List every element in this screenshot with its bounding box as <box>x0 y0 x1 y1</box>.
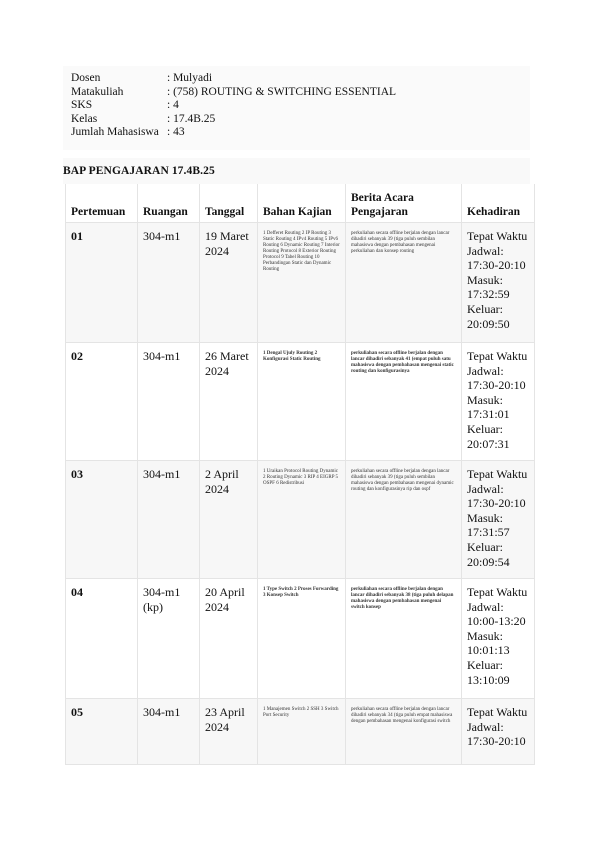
cell-berita-acara: perkuliahan secara offline berjalan dengan lancar dihadiri sebanyak 34 (tiga puluh empat mahasiswa dengan pembahasan mengenai konfigurasi switch <box>346 699 462 765</box>
cell-tanggal: 2 April 2024 <box>200 461 258 579</box>
cell-berita-acara: perkuliahan secara offline berjalan dengan lancar dihadiri sebanyak 41 (empat puluh satu mahasiswa dengan pembahasan mengenai static routing dan konfigurasinya <box>346 343 462 461</box>
cell-tanggal: 19 Maret 2024 <box>200 223 258 343</box>
cell-tanggal: 23 April 2024 <box>200 699 258 765</box>
info-label: SKS <box>71 99 93 112</box>
header-pertemuan: Pertemuan <box>66 184 138 223</box>
info-label: Kelas <box>71 112 98 125</box>
table-row <box>66 461 535 579</box>
cell-bahan-kajian: 1 Manajemen Switch 2 SSH 3 Switch Port Security <box>258 699 346 765</box>
cell-bahan-kajian: 1 Dengal Ujuly Routing 2 Konfigurasi Static Routing <box>258 343 346 461</box>
cell-ruangan: 304-m1 <box>138 223 200 343</box>
info-row-sks <box>71 99 396 113</box>
info-value: : Mulyadi <box>167 72 213 84</box>
info-row-dosen <box>71 72 396 86</box>
cell-pertemuan: 04 <box>66 579 138 699</box>
cell-bahan-kajian: 1 Uraikan Protocol Routing Dynamic 2 Routing Dynamic 3 RIP 4 EIGRP 5 OSPF 6 Redistribusi <box>258 461 346 579</box>
bap-table <box>65 184 535 765</box>
cell-pertemuan: 02 <box>66 343 138 461</box>
table-row <box>66 699 535 765</box>
course-info <box>71 72 396 140</box>
cell-ruangan: 304-m1 (kp) <box>138 579 200 699</box>
info-row-matakuliah <box>71 86 396 100</box>
cell-ruangan: 304-m1 <box>138 461 200 579</box>
table-row <box>66 223 535 343</box>
header-tanggal: Tanggal <box>200 184 258 223</box>
cell-ruangan: 304-m1 <box>138 699 200 765</box>
info-label: Dosen <box>71 72 101 84</box>
header-ruangan: Ruangan <box>138 184 200 223</box>
cell-bahan-kajian: 1 Defferet Routing 2 IP Routing 3 Static Routing 4 IPv4 Routing 5 IPv6 Routing 6 Dynamic Routing 7 Interior Routing Protocol 8 Exterior Routing Protocol 9 Tabel Routing 10 Perbandingan Static dan Dynamic Routing <box>258 223 346 343</box>
table-row <box>66 343 535 461</box>
table-header-row <box>66 184 535 223</box>
header-berita-acara: Berita Acara Pengajaran <box>346 184 462 223</box>
info-row-jumlah <box>71 126 396 140</box>
cell-tanggal: 20 April 2024 <box>200 579 258 699</box>
info-row-kelas <box>71 113 396 127</box>
header-bahan-kajian: Bahan Kajian <box>258 184 346 223</box>
cell-kehadiran: Tepat Waktu Jadwal: 10:00-13:20 Masuk: 10:01:13 Keluar: 13:10:09 <box>462 579 535 699</box>
header-kehadiran: Kehadiran <box>462 184 535 223</box>
cell-bahan-kajian: 1 Type Switch 2 Proses Forwarding 3 Konsep Switch <box>258 579 346 699</box>
cell-berita-acara: perkuliahan secara offline berjalan dengan lancar dihadiri sebanyak 38 (tiga puluh delapan mahasiswa dengan pembahasan mengenai switch konsep <box>346 579 462 699</box>
info-label: Matakuliah <box>71 85 124 98</box>
cell-ruangan: 304-m1 <box>138 343 200 461</box>
info-label: Jumlah Mahasiswa <box>71 126 159 139</box>
cell-pertemuan: 03 <box>66 461 138 579</box>
cell-berita-acara: perkuliahan secara offline berjalan dengan lancar dihadiri sebanyak 39 (tiga puluh sembilan mahasiswa dengan pembahasan mengenai dynamic routing dan konfigurasinya rip dan ospf <box>346 461 462 579</box>
cell-kehadiran: Tepat Waktu Jadwal: 17:30-20:10 Masuk: 17:31:57 Keluar: 20:09:54 <box>462 461 535 579</box>
info-value: : 4 <box>167 99 179 112</box>
cell-tanggal: 26 Maret 2024 <box>200 343 258 461</box>
cell-pertemuan: 01 <box>66 223 138 343</box>
cell-pertemuan: 05 <box>66 699 138 765</box>
table-row <box>66 579 535 699</box>
cell-kehadiran: Tepat Waktu Jadwal: 17:30-20:10 Masuk: 17:32:59 Keluar: 20:09:50 <box>462 223 535 343</box>
cell-kehadiran: Tepat Waktu Jadwal: 17:30-20:10 <box>462 699 535 765</box>
cell-berita-acara: perkuliahan secara offline berjalan dengan lancar dihadiri sebanyak 39 (tiga puluh sembilan mahasiswa dengan pembahasan mengenai perkuliahan dan konsep routing <box>346 223 462 343</box>
info-value: : (758) ROUTING & SWITCHING ESSENTIAL <box>167 85 397 98</box>
info-value: : 17.4B.25 <box>167 112 216 125</box>
cell-kehadiran: Tepat Waktu Jadwal: 17:30-20:10 Masuk: 17:31:01 Keluar: 20:07:31 <box>462 343 535 461</box>
section-title: BAP PENGAJARAN 17.4B.25 <box>63 165 215 177</box>
info-value: : 43 <box>167 126 185 139</box>
